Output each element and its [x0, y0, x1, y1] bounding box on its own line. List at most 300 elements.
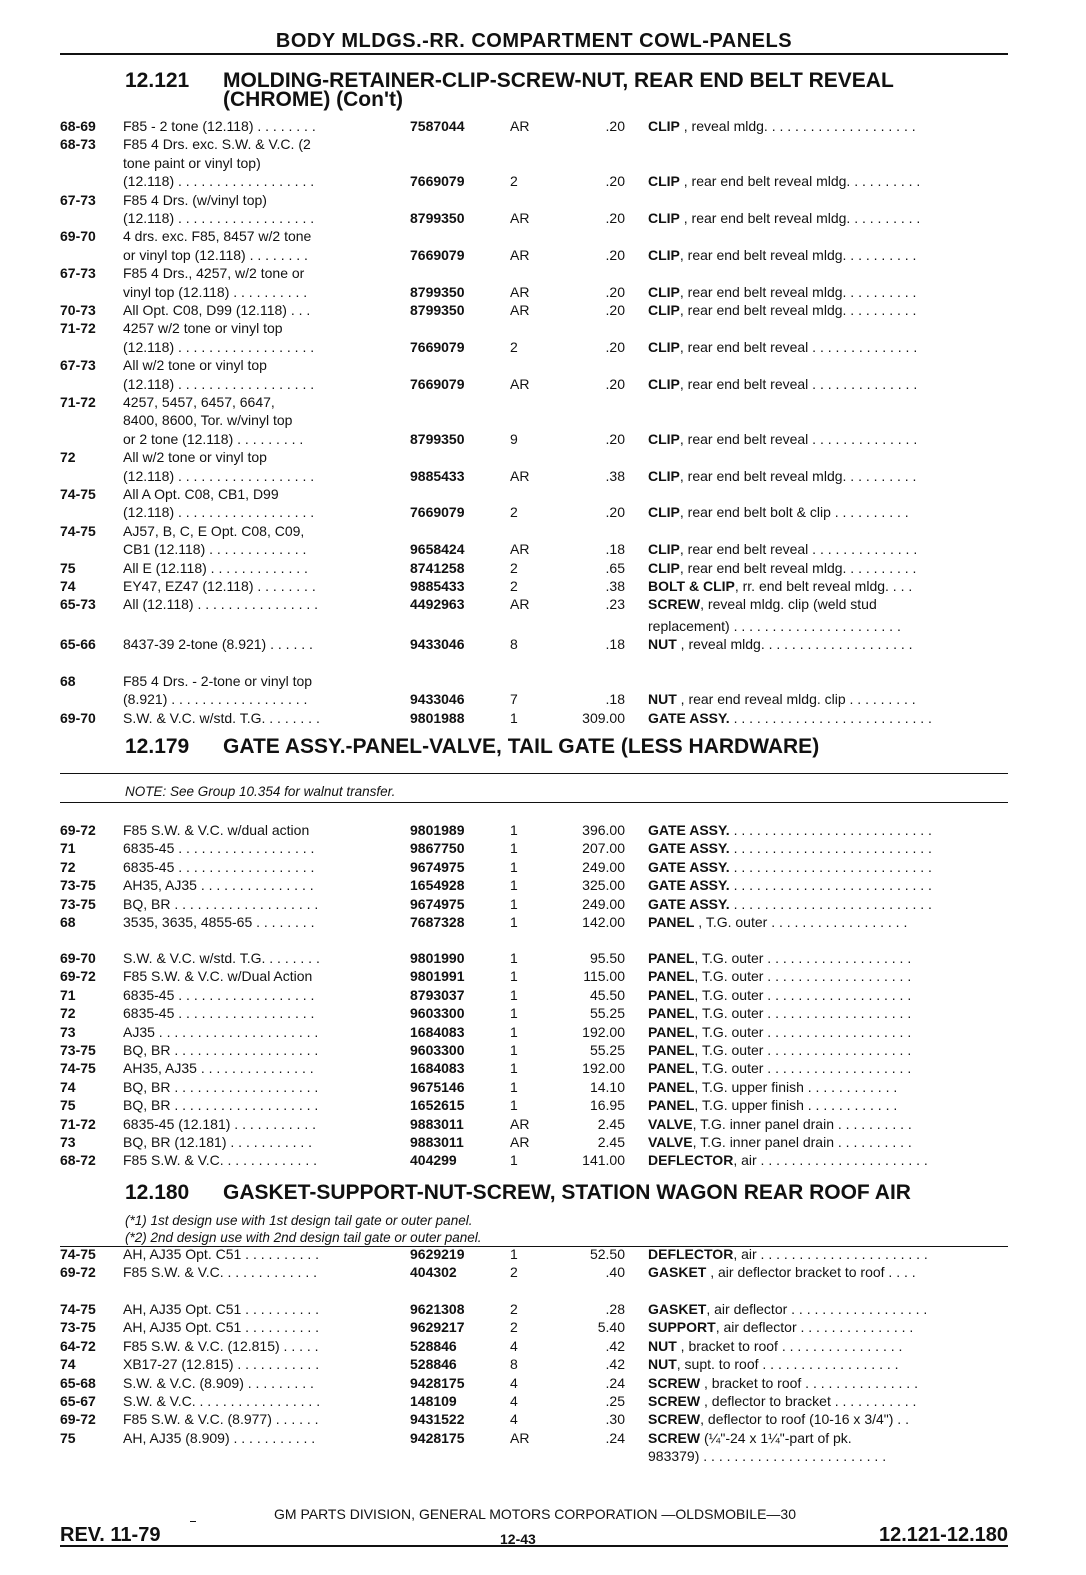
- quantity: AR: [510, 1115, 530, 1132]
- year-range: 68-72: [60, 1152, 96, 1169]
- price: 142.00: [582, 914, 625, 930]
- quantity: 1: [510, 1023, 518, 1040]
- description: or 2 tone (12.118) . . . . . . . . .: [123, 430, 304, 447]
- year-range: 68-69: [60, 118, 96, 134]
- description: 6835-45 . . . . . . . . . . . . . . . . . .: [123, 1005, 315, 1022]
- quantity: 4: [510, 1393, 518, 1409]
- year-range: 65-73: [60, 596, 96, 613]
- part-number: 7669079: [410, 338, 465, 355]
- section-note: NOTE: See Group 10.354 for walnut transfer.: [125, 784, 396, 799]
- quantity: 1: [510, 709, 518, 726]
- year-range: 71: [60, 986, 76, 1003]
- table-row: [60, 1355, 1010, 1373]
- part-name-bold: PANEL: [648, 914, 695, 930]
- price: 207.00: [582, 840, 625, 857]
- table-row: [60, 559, 1010, 577]
- description: (12.118) . . . . . . . . . . . . . . . . . .: [123, 173, 315, 190]
- quantity: 1: [510, 877, 518, 894]
- table-row: [60, 1410, 1010, 1428]
- price: .30: [605, 1411, 625, 1428]
- part-name-bold: NUT: [648, 691, 677, 708]
- part-name-bold: GATE ASSY.: [648, 709, 730, 726]
- part-name: [648, 1410, 1010, 1428]
- year-range: 72: [60, 1005, 76, 1022]
- part-name-detail: , rear end belt reveal mldg. . . . . . . . . .: [679, 283, 917, 300]
- part-name-detail: , rear end belt reveal . . . . . . . . . . . . . .: [679, 338, 918, 355]
- part-name-bold: CLIP: [648, 541, 680, 558]
- part-name-detail: , air deflector . . . . . . . . . . . . . . .: [715, 1319, 914, 1336]
- year-range: 71-72: [60, 320, 96, 337]
- part-name: [648, 986, 1010, 1004]
- part-name-bold: CLIP: [648, 302, 680, 318]
- part-name-bold: DEFLECTOR: [648, 1152, 734, 1169]
- part-name-detail: , T.G. outer . . . . . . . . . . . . . . . . . .: [694, 914, 908, 930]
- part-name: [648, 1337, 1010, 1355]
- part-name: [648, 1078, 1010, 1096]
- part-name-bold: CLIP: [648, 338, 680, 355]
- description: AJ35 . . . . . . . . . . . . . . . . . . . . .: [123, 1023, 319, 1040]
- description: F85 4 Drs. (w/vinyl top): [123, 191, 267, 208]
- footer-page-number: 12-43: [500, 1531, 536, 1547]
- part-name: [648, 1133, 1010, 1151]
- table-row: [60, 1447, 1010, 1465]
- part-name-detail: , air . . . . . . . . . . . . . . . . . . . . . .: [733, 1246, 928, 1262]
- part-name-detail: . . . . . . . . . . . . . . . . . . . . . . . . . .: [729, 840, 932, 857]
- part-name-bold: NUT: [648, 636, 677, 653]
- part-name: [648, 1059, 1010, 1077]
- part-name-bold: CLIP: [648, 467, 680, 484]
- table-row: [60, 577, 1010, 595]
- table-row: [60, 1392, 1010, 1410]
- part-name: [648, 1355, 1010, 1373]
- part-name-bold: PANEL: [648, 1005, 695, 1022]
- description: 8437-39 2-tone (8.921) . . . . . .: [123, 636, 313, 653]
- price: .20: [605, 302, 625, 318]
- section-title-cont: (CHROME) (Con't): [223, 88, 403, 111]
- table-row: [60, 1004, 1010, 1022]
- price: 249.00: [582, 895, 625, 912]
- table-row: [60, 503, 1010, 521]
- section-rule: [60, 802, 1008, 803]
- part-name: [648, 690, 1010, 708]
- header-rule: [60, 53, 1008, 55]
- description: AH35, AJ35 . . . . . . . . . . . . . . .: [123, 877, 314, 894]
- part-name-detail: , rear end belt reveal . . . . . . . . . . . . . .: [679, 430, 918, 447]
- quantity: AR: [510, 302, 530, 318]
- price: .20: [605, 246, 625, 263]
- description: AH, AJ35 Opt. C51 . . . . . . . . . .: [123, 1246, 320, 1262]
- part-name-detail: , rear end belt reveal mldg. . . . . . . . . .: [679, 173, 921, 190]
- part-number: 9629217: [410, 1319, 465, 1336]
- price: .20: [605, 118, 625, 134]
- table-row: [60, 393, 1010, 411]
- part-name-bold: CLIP: [648, 173, 680, 190]
- part-number: 1654928: [410, 877, 465, 894]
- quantity: 8: [510, 1356, 518, 1373]
- year-range: 74-75: [60, 1301, 96, 1317]
- part-name: [648, 209, 1010, 227]
- price: .20: [605, 283, 625, 300]
- part-name: [648, 430, 1010, 448]
- part-name-bold: NUT: [648, 1356, 677, 1373]
- quantity: AR: [510, 283, 530, 300]
- part-number: 9629219: [410, 1246, 465, 1262]
- part-name: [648, 876, 1010, 894]
- part-name-detail: . . . . . . . . . . . . . . . . . . . . . . . . . .: [729, 895, 932, 912]
- description: F85 S.W. & V.C. w/Dual Action: [123, 968, 313, 985]
- year-range: 64-72: [60, 1337, 96, 1354]
- description: EY47, EZ47 (12.118) . . . . . . . .: [123, 578, 316, 594]
- price: .24: [605, 1374, 625, 1391]
- year-range: 68-73: [60, 136, 96, 153]
- table-row: [60, 301, 1010, 319]
- price: .20: [605, 504, 625, 521]
- part-name-detail: , rear end belt reveal mldg. . . . . . . . . .: [679, 302, 917, 318]
- year-range: 73-75: [60, 895, 96, 912]
- section-note: (*2) 2nd design use with 2nd design tail gate or outer panel.: [125, 1230, 482, 1245]
- footer-revision: REV. 11-79: [60, 1524, 161, 1546]
- quantity: 1: [510, 1042, 518, 1058]
- part-name: [648, 375, 1010, 393]
- part-name-bold: GATE ASSY.: [648, 858, 730, 875]
- quantity: 1: [510, 986, 518, 1003]
- part-name: [648, 1115, 1010, 1133]
- description: 6835-45 . . . . . . . . . . . . . . . . . .: [123, 986, 315, 1003]
- table-row: [60, 821, 1010, 839]
- part-name-detail: , T.G. upper finish . . . . . . . . . . . .: [694, 1078, 898, 1095]
- table-row: [60, 595, 1010, 613]
- part-name: [648, 617, 1010, 635]
- section-heading: MOLDING-RETAINER-CLIP-SCREW-NUT, REAR END BELT REVEAL: [223, 69, 894, 92]
- section-heading: GASKET-SUPPORT-NUT-SCREW, STATION WAGON REAR ROOF AIR: [223, 1181, 911, 1204]
- quantity: 1: [510, 840, 518, 857]
- part-number: 9801989: [410, 822, 465, 838]
- price: 115.00: [583, 968, 625, 985]
- description: F85 4 Drs. - 2-tone or vinyl top: [123, 673, 313, 689]
- part-name: [648, 635, 1010, 653]
- table-row: [60, 356, 1010, 374]
- part-name-bold: VALVE: [648, 1134, 693, 1150]
- description: All (12.118) . . . . . . . . . . . . . . . .: [123, 596, 319, 613]
- year-range: 67-73: [60, 265, 96, 282]
- part-number: 148109: [410, 1393, 457, 1409]
- part-name-detail: . . . . . . . . . . . . . . . . . . . . . . . . . .: [729, 877, 932, 894]
- description: 3535, 3635, 4855-65 . . . . . . . .: [123, 914, 315, 930]
- quantity: 4: [510, 1411, 518, 1428]
- table-row: [60, 858, 1010, 876]
- part-name-bold: CLIP: [648, 430, 680, 447]
- part-number: 9674975: [410, 895, 465, 912]
- quantity: 1: [510, 822, 518, 838]
- part-number: 7669079: [410, 246, 465, 263]
- part-number: 7687328: [410, 914, 465, 930]
- price: .42: [605, 1356, 625, 1373]
- year-range: 69-70: [60, 950, 96, 966]
- year-range: 72: [60, 858, 76, 875]
- description: 6835-45 . . . . . . . . . . . . . . . . . .: [123, 858, 315, 875]
- part-number: 7587044: [410, 118, 465, 134]
- description: AH35, AJ35 . . . . . . . . . . . . . . .: [123, 1060, 314, 1077]
- description: S.W. & V.C. w/std. T.G. . . . . . . .: [123, 709, 320, 726]
- quantity: AR: [510, 210, 530, 226]
- year-range: 70-73: [60, 302, 96, 318]
- quantity: 1: [510, 914, 518, 930]
- part-name-detail: , T.G. outer . . . . . . . . . . . . . . . . . . .: [694, 986, 912, 1003]
- part-name-detail: , air deflector . . . . . . . . . . . . . . . . . .: [706, 1301, 928, 1317]
- description: vinyl top (12.118) . . . . . . . . . .: [123, 283, 308, 300]
- year-range: 73: [60, 1134, 76, 1150]
- part-name: [648, 1004, 1010, 1022]
- table-row: [60, 191, 1010, 209]
- table-row: [60, 1078, 1010, 1096]
- table-row: [60, 485, 1010, 503]
- part-name-detail: , reveal mldg. . . . . . . . . . . . . . . . . . . .: [679, 118, 916, 134]
- part-name-bold: VALVE: [648, 1115, 693, 1132]
- part-name-detail: , T.G. upper finish . . . . . . . . . . . .: [694, 1097, 898, 1114]
- description: BQ, BR . . . . . . . . . . . . . . . . . . .: [123, 895, 319, 912]
- part-number: 9885433: [410, 467, 465, 484]
- part-name-bold: GATE ASSY.: [648, 877, 730, 894]
- table-row: [60, 1115, 1010, 1133]
- description: F85 S.W. & V.C. (8.977) . . . . . .: [123, 1411, 319, 1428]
- part-number: 9428175: [410, 1374, 465, 1391]
- part-name-detail: , rear end belt reveal mldg. . . . . . . . . .: [679, 210, 921, 226]
- part-number: 7669079: [410, 504, 465, 521]
- year-range: 71-72: [60, 394, 96, 410]
- part-number: 404299: [410, 1152, 457, 1169]
- year-range: 73-75: [60, 1042, 96, 1058]
- part-name-bold: PANEL: [648, 1042, 695, 1058]
- part-name-detail: , T.G. inner panel drain . . . . . . . . . .: [692, 1115, 912, 1132]
- price: .65: [605, 559, 625, 576]
- year-range: 74-75: [60, 522, 96, 539]
- year-range: 65-67: [60, 1393, 96, 1409]
- part-name-bold: PANEL: [648, 1060, 695, 1077]
- table-row: [60, 135, 1010, 153]
- part-name-detail: , air . . . . . . . . . . . . . . . . . . . . . .: [733, 1152, 928, 1169]
- price: 95.50: [589, 950, 625, 966]
- part-number: 8799350: [410, 302, 465, 318]
- year-range: 73: [60, 1023, 76, 1040]
- part-name-detail: , rear end reveal mldg. clip . . . . . . . . .: [676, 691, 916, 708]
- description: BQ, BR . . . . . . . . . . . . . . . . . . .: [123, 1097, 319, 1114]
- description: All w/2 tone or vinyl top: [123, 449, 267, 466]
- price: .20: [605, 338, 625, 355]
- year-range: 69-72: [60, 1264, 96, 1281]
- table-row: [60, 690, 1010, 708]
- table-row: [60, 895, 1010, 913]
- part-name-bold: GATE ASSY.: [648, 840, 730, 857]
- part-name-bold: PANEL: [648, 950, 695, 966]
- part-number: 9801988: [410, 709, 465, 726]
- description: BQ, BR (12.181) . . . . . . . . . . .: [123, 1134, 313, 1150]
- quantity: 8: [510, 636, 518, 653]
- part-name: [648, 839, 1010, 857]
- description: F85 4 Drs. exc. S.W. & V.C. (2: [123, 136, 311, 153]
- part-name-detail: . . . . . . . . . . . . . . . . . . . . . . . . . .: [729, 822, 932, 838]
- part-name-bold: GASKET: [648, 1301, 707, 1317]
- part-name: [648, 1151, 1010, 1169]
- price: .18: [605, 541, 625, 558]
- table-row: [60, 1318, 1010, 1336]
- description: 6835-45 . . . . . . . . . . . . . . . . . .: [123, 840, 315, 857]
- year-range: 65-66: [60, 636, 96, 653]
- price: 325.00: [582, 877, 625, 894]
- part-name-detail: . . . . . . . . . . . . . . . . . . . . . . . . . .: [729, 858, 932, 875]
- year-range: 72: [60, 449, 76, 466]
- quantity: 1: [510, 858, 518, 875]
- part-name: [648, 467, 1010, 485]
- year-range: 67-73: [60, 357, 96, 374]
- part-name: [648, 1429, 1010, 1447]
- part-name: [648, 709, 1010, 727]
- table-row: [60, 283, 1010, 301]
- part-name-detail: , rear end belt reveal mldg. . . . . . . . . .: [679, 467, 917, 484]
- part-name-bold: NUT: [648, 1337, 677, 1354]
- part-name-bold: PANEL: [648, 1023, 695, 1040]
- part-name: [648, 967, 1010, 985]
- part-name-detail: , T.G. outer . . . . . . . . . . . . . . . . . . .: [694, 968, 912, 985]
- part-number: 9801990: [410, 950, 465, 966]
- part-name: [648, 949, 1010, 967]
- part-name-detail: . . . . . . . . . . . . . . . . . . . . . . . . . .: [729, 709, 932, 726]
- part-name-bold: PANEL: [648, 986, 695, 1003]
- price: 309.00: [582, 709, 625, 726]
- part-name-bold: PANEL: [648, 1097, 695, 1114]
- description: (12.118) . . . . . . . . . . . . . . . . . .: [123, 375, 315, 392]
- part-number: 9603300: [410, 1042, 465, 1058]
- part-name: [648, 595, 1010, 613]
- description: (12.118) . . . . . . . . . . . . . . . . . .: [123, 467, 315, 484]
- description: All w/2 tone or vinyl top: [123, 357, 267, 374]
- section-heading: GATE ASSY.-PANEL-VALVE, TAIL GATE (LESS HARDWARE): [223, 735, 820, 758]
- part-name-bold: SUPPORT: [648, 1319, 716, 1336]
- part-name: [648, 1300, 1010, 1318]
- price: 52.50: [589, 1246, 625, 1262]
- year-range: 74: [60, 1078, 76, 1095]
- table-row: [60, 1023, 1010, 1041]
- description: 8400, 8600, Tor. w/vinyl top: [123, 412, 293, 429]
- table-row: [60, 672, 1010, 690]
- year-range: 69-72: [60, 822, 96, 838]
- price: 55.25: [589, 1005, 625, 1022]
- part-number: 7669079: [410, 375, 465, 392]
- description: S.W. & V.C. w/std. T.G. . . . . . . .: [123, 950, 320, 966]
- price: 14.10: [589, 1078, 625, 1095]
- price: .18: [605, 691, 625, 708]
- part-name-detail: , rear end belt bolt & clip . . . . . . . . . .: [679, 504, 909, 521]
- part-name: [648, 895, 1010, 913]
- description: or vinyl top (12.118) . . . . . . . .: [123, 246, 308, 263]
- year-range: 74-75: [60, 486, 96, 502]
- table-row: [60, 117, 1010, 135]
- description: AJ57, B, C, E Opt. C08, C09,: [123, 522, 305, 539]
- quantity: 2: [510, 1301, 518, 1317]
- table-row: [60, 338, 1010, 356]
- description: 4257, 5457, 6457, 6647,: [123, 394, 275, 410]
- part-name-detail: , T.G. outer . . . . . . . . . . . . . . . . . . .: [694, 1005, 912, 1022]
- table-row: [60, 1300, 1010, 1318]
- quantity: AR: [510, 467, 530, 484]
- description: S.W. & V.C. (8.909) . . . . . . . . .: [123, 1374, 314, 1391]
- part-name: [648, 1447, 1010, 1465]
- part-name-detail: , rr. end belt reveal mldg. . . .: [734, 578, 913, 594]
- quantity: 4: [510, 1374, 518, 1391]
- table-row: [60, 1041, 1010, 1059]
- part-name-detail: replacement) . . . . . . . . . . . . . . . . . . . . . .: [648, 618, 901, 634]
- part-name-detail: , supt. to roof . . . . . . . . . . . . . . . . . .: [676, 1356, 899, 1373]
- part-name: [648, 1392, 1010, 1410]
- part-name-detail: , deflector to bracket . . . . . . . . . . .: [700, 1393, 917, 1409]
- price: 5.40: [597, 1319, 625, 1336]
- description: (12.118) . . . . . . . . . . . . . . . . . .: [123, 210, 315, 226]
- part-name: [648, 1041, 1010, 1059]
- description: (12.118) . . . . . . . . . . . . . . . . . .: [123, 338, 315, 355]
- year-range: 68: [60, 914, 76, 930]
- quantity: AR: [510, 118, 530, 134]
- table-row: [60, 430, 1010, 448]
- part-name-detail: 983379) . . . . . . . . . . . . . . . . . . . . . . . .: [648, 1448, 887, 1465]
- part-name: [648, 283, 1010, 301]
- part-name-detail: , reveal mldg. clip (weld stud: [700, 596, 877, 613]
- part-name-detail: , T.G. outer . . . . . . . . . . . . . . . . . . .: [694, 1023, 912, 1040]
- quantity: 1: [510, 1005, 518, 1022]
- part-number: 8799350: [410, 210, 465, 226]
- part-name-bold: GATE ASSY.: [648, 822, 730, 838]
- part-name-bold: BOLT & CLIP: [648, 578, 735, 594]
- part-number: 9433046: [410, 636, 465, 653]
- part-number: 404302: [410, 1264, 457, 1281]
- year-range: 69-72: [60, 1411, 96, 1428]
- part-name-bold: SCREW: [648, 1374, 701, 1391]
- description: 4257 w/2 tone or vinyl top: [123, 320, 283, 337]
- part-number: 8799350: [410, 283, 465, 300]
- part-name-bold: CLIP: [648, 283, 680, 300]
- description: BQ, BR . . . . . . . . . . . . . . . . . . .: [123, 1078, 319, 1095]
- part-name-bold: SCREW: [648, 1411, 701, 1428]
- part-number: 9867750: [410, 840, 465, 857]
- table-row: [60, 1245, 1010, 1263]
- table-row: [60, 617, 1010, 635]
- table-row: [60, 154, 1010, 172]
- quantity: 9: [510, 430, 518, 447]
- table-row: [60, 1096, 1010, 1114]
- description: S.W. & V.C. . . . . . . . . . . . . . . . .: [123, 1393, 321, 1409]
- part-number: 9885433: [410, 578, 465, 594]
- table-row: [60, 448, 1010, 466]
- price: 16.95: [589, 1097, 625, 1114]
- price: .28: [605, 1301, 625, 1317]
- footer-group-range: 12.121-12.180: [878, 1524, 1008, 1546]
- part-name-bold: CLIP: [648, 246, 680, 263]
- part-number: 9428175: [410, 1429, 465, 1446]
- table-row: [60, 540, 1010, 558]
- table-row: [60, 635, 1010, 653]
- quantity: 2: [510, 578, 518, 594]
- table-row: [60, 246, 1010, 264]
- part-name-bold: SCREW: [648, 1429, 701, 1446]
- price: 45.50: [589, 986, 625, 1003]
- table-row: [60, 1151, 1010, 1169]
- part-number: 8793037: [410, 986, 465, 1003]
- description: AH, AJ35 Opt. C51 . . . . . . . . . .: [123, 1301, 320, 1317]
- part-name-detail: , T.G. inner panel drain . . . . . . . . . .: [692, 1134, 912, 1150]
- year-range: 69-70: [60, 709, 96, 726]
- footer-publisher: GM PARTS DIVISION, GENERAL MOTORS CORPORATION —OLDSMOBILE—30: [274, 1506, 796, 1522]
- table-row: [60, 467, 1010, 485]
- price: 192.00: [582, 1060, 625, 1077]
- part-name: [648, 172, 1010, 190]
